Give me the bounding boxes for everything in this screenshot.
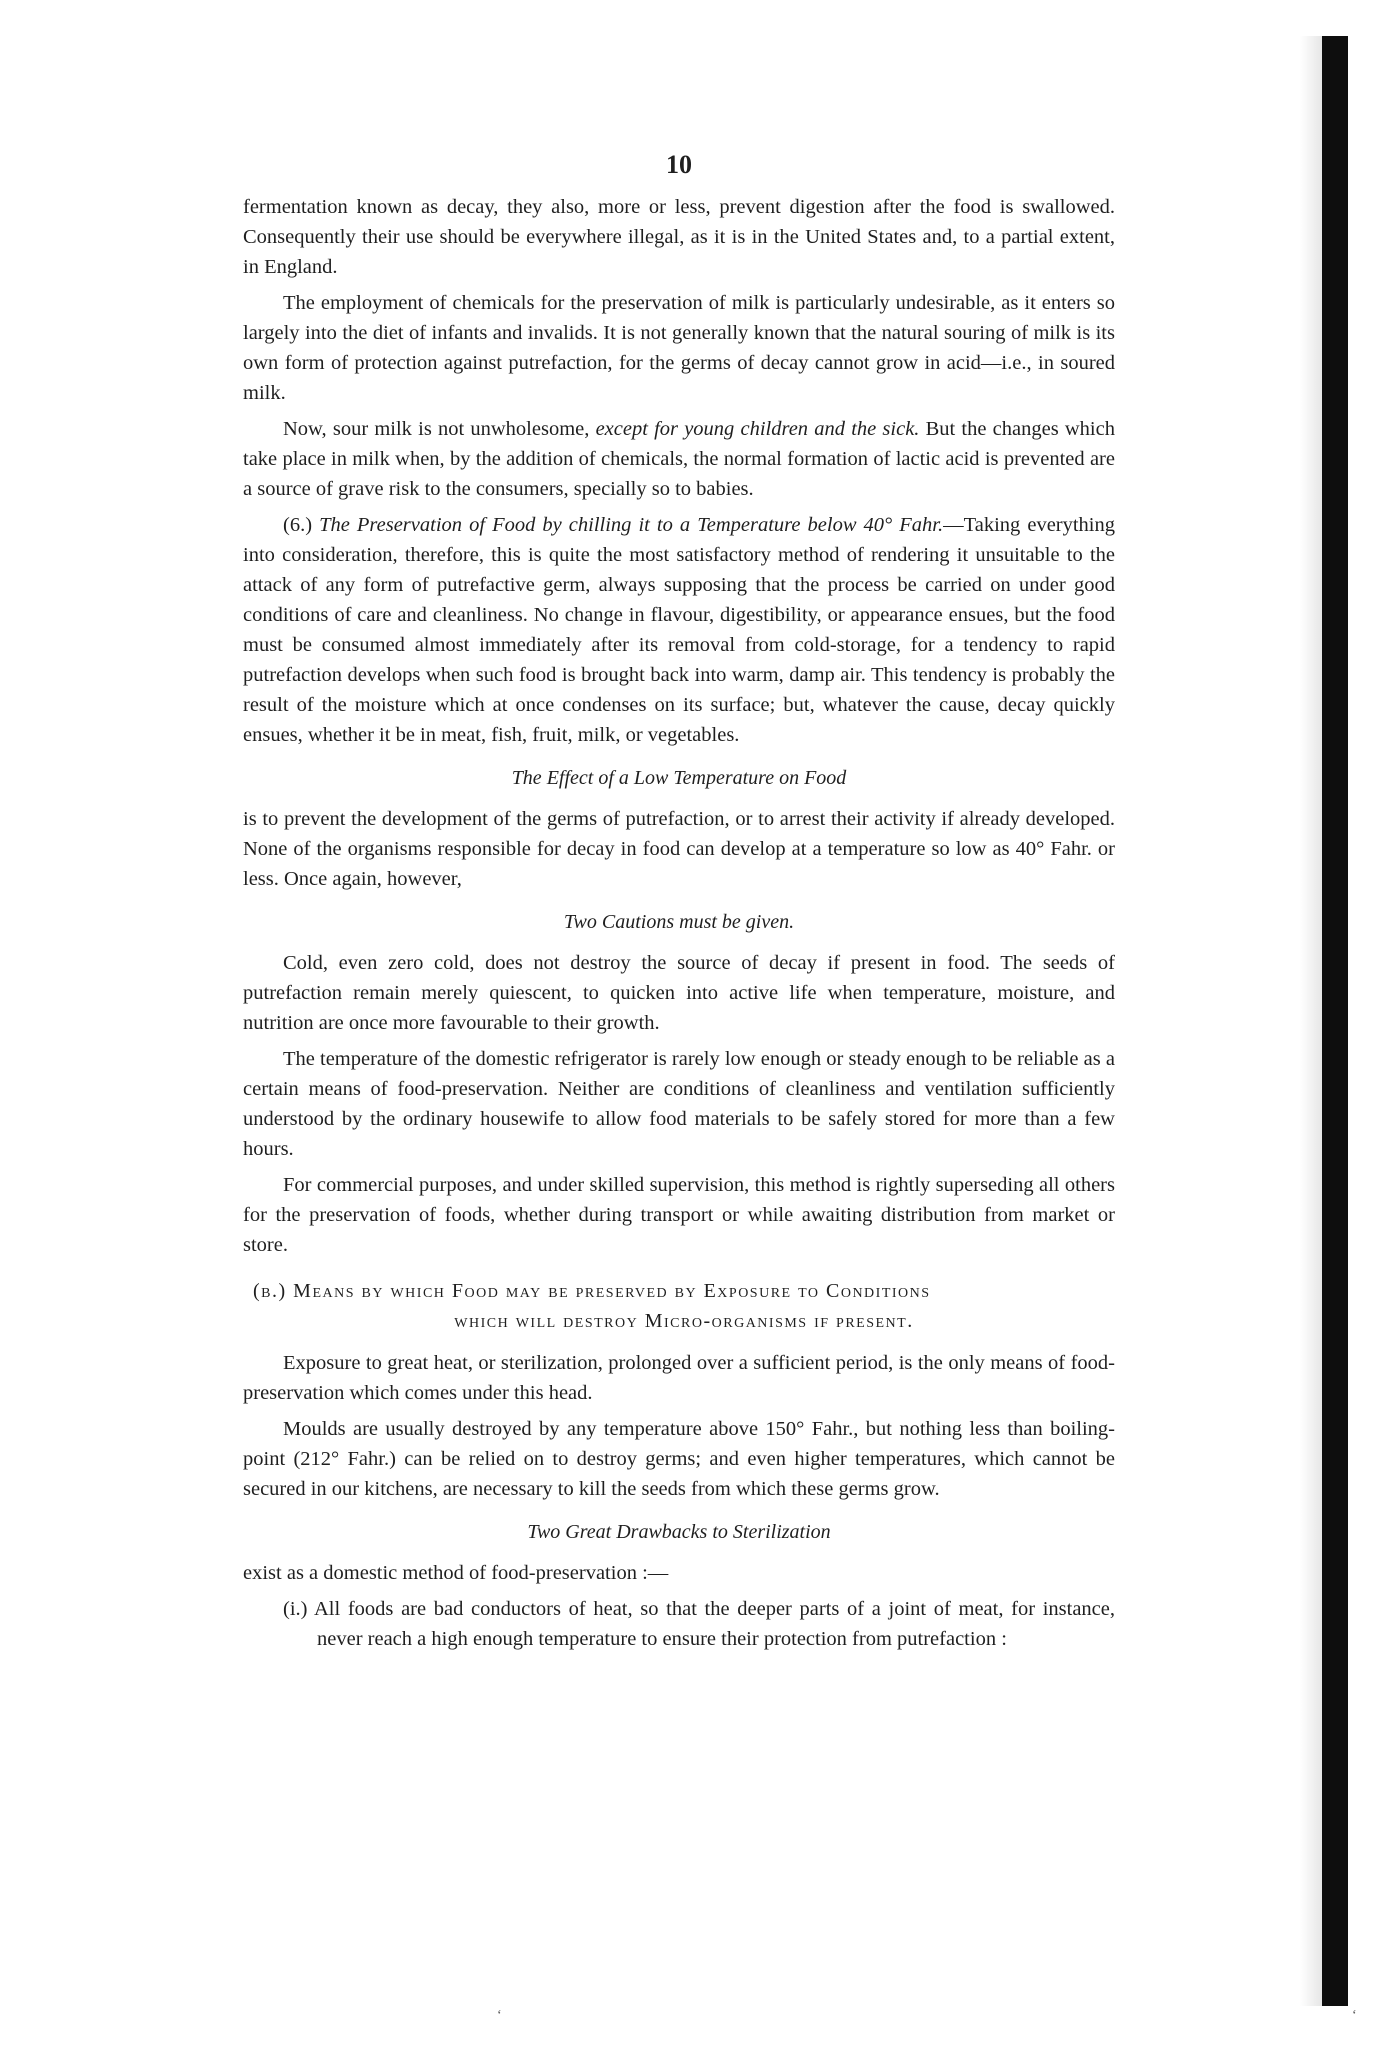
- paragraph-sterilization: Exposure to great heat, or sterilization, prolonged over a sufficient period, is the only means of food-preservation which comes under this head.: [243, 1352, 1115, 1404]
- paragraph-domestic-refrigerator: The temperature of the domestic refrigerator is rarely low enough or steady enough to be reliable as a certain means of food-preservation. Neither are conditions of cleanliness and ventilation sufficiently understood by the ordinary housewife to allow food materials to be safely stored for more than a few hours.: [243, 1048, 1115, 1160]
- section-b-label: (b.): [253, 1280, 294, 1302]
- paragraph-chemicals-illegal: fermentation known as decay, they also, more or less, prevent digestion after the food is swallowed. Consequently their use should be everywhere illegal, as it is in the United States and, to a partial extent, in England.: [243, 196, 1115, 278]
- section-b-line2: which will destroy Micro-organisms if present.: [454, 1310, 914, 1332]
- document-page: [243, 150, 1115, 1660]
- heading-drawbacks: Two Great Drawbacks to Sterilization: [527, 1521, 831, 1543]
- sour-milk-emphasis: except for young children and the sick.: [595, 418, 920, 440]
- scanned-page-edge: [1322, 36, 1348, 2006]
- scan-edge-mark: ʻ: [1352, 2008, 1357, 2023]
- section-b-line1: Means by which Food may be preserved by Exposure to Conditions: [293, 1280, 931, 1302]
- scan-speck-mark: ʻ: [497, 2008, 502, 2023]
- paragraph-chilling: [243, 510, 1115, 750]
- section-heading-b: [243, 1276, 1115, 1336]
- paragraph-zero-cold: Cold, even zero cold, does not destroy the source of decay if present in food. The seeds of putrefaction remain merely quiescent, to quicken into active life when temperature, moisture, and nutrition are once more favourable to their growth.: [243, 952, 1115, 1034]
- heading-low-temperature: The Effect of a Low Temperature on Food: [511, 767, 847, 789]
- chilling-run-in-heading: The Preservation of Food by chilling it to a Temperature below 40° Fahr.: [319, 514, 944, 536]
- list-item-bad-conductors: (i.) All foods are bad conductors of heat, so that the deeper parts of a joint of meat, for instance, never reach a high enough temperature to ensure their protection from putrefaction :: [283, 1598, 1115, 1650]
- heading-two-cautions: Two Cautions must be given.: [563, 911, 795, 933]
- chilling-label: (6.): [283, 514, 320, 536]
- paragraph-milk-chemicals: The employment of chemicals for the preservation of milk is particularly undesirable, as it enters so largely into the diet of infants and invalids. It is not generally known that the natural souring of milk is its own form of protection against putrefaction, for the germs of decay cannot grow in acid—i.e., in soured milk.: [243, 292, 1115, 404]
- sour-milk-text-start: Now, sour milk is not unwholesome,: [283, 418, 596, 440]
- paragraph-sour-milk: [243, 414, 1115, 504]
- paragraph-low-temperature-effect: is to prevent the development of the germs of putrefaction, or to arrest their activity if already developed. None of the organisms responsible for decay in food can develop at a temperature so low as 40° Fahr. or less. Once again, however,: [243, 808, 1115, 890]
- page-gutter-shadow: [1300, 36, 1322, 2006]
- sour-milk-text-end: But the changes which take place in milk when, by the addition of chemicals, the normal formation of lactic acid is prevented are a source of grave risk to the consumers, specially so to babies.: [243, 418, 1115, 500]
- paragraph-moulds: Moulds are usually destroyed by any temperature above 150° Fahr., but nothing less than boiling-point (212° Fahr.) can be relied on to destroy germs; and even higher temperatures, which cannot be secured in our kitchens, are necessary to kill the seeds from which these germs grow.: [243, 1418, 1115, 1500]
- paragraph-commercial-purposes: For commercial purposes, and under skilled supervision, this method is rightly superseding all others for the preservation of foods, whether during transport or while awaiting distribution from market or store.: [243, 1174, 1115, 1256]
- paragraph-drawbacks-intro: exist as a domestic method of food-preservation :—: [243, 1562, 669, 1584]
- page-number: 10: [666, 150, 692, 179]
- chilling-text: —Taking everything into consideration, therefore, this is quite the most satisfactory method of rendering it unsuitable to the attack of any form of putrefactive germ, always supposing that the process be carried on under good conditions of care and cleanliness. No change in flavour, digestibility, or appearance ensues, but the food must be consumed almost immediately after its removal from cold-storage, for a tendency to rapid putrefaction develops when such food is brought back into warm, damp air. This tendency is probably the result of the moisture which at once condenses on its surface; but, whatever the cause, decay quickly ensues, whether it be in meat, fish, fruit, milk, or vegetables.: [243, 514, 1116, 746]
